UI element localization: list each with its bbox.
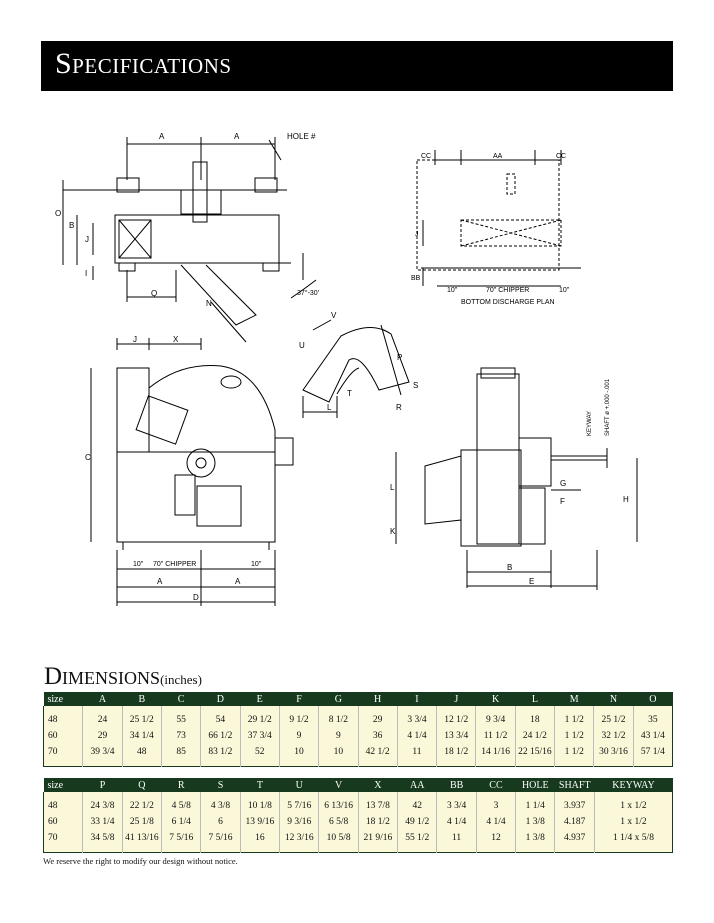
- column-header: M: [555, 692, 594, 706]
- table-cell: 1 3/8: [516, 830, 555, 853]
- label-side-l: L: [390, 483, 395, 492]
- table-cell: 6 13/16: [319, 792, 358, 814]
- table-cell: 66 1/2: [201, 728, 240, 744]
- table-cell: 11 1/2: [476, 728, 515, 744]
- label-f: F: [560, 497, 565, 506]
- label-keyway: KEYWAY: [587, 410, 593, 436]
- column-header: S: [201, 778, 240, 792]
- table-cell: 37 3/4: [240, 728, 279, 744]
- label-g: G: [560, 479, 567, 488]
- table-cell: 16: [240, 830, 279, 853]
- table-cell: 34 1/4: [122, 728, 161, 744]
- table-cell: 70: [44, 744, 83, 767]
- label-q: Q: [151, 289, 158, 298]
- table-cell: 9 3/16: [280, 814, 319, 830]
- column-header: A: [83, 692, 122, 706]
- specifications-banner: [41, 41, 673, 91]
- table-cell: 60: [44, 814, 83, 830]
- column-header: HOLE: [516, 778, 555, 792]
- table-cell: 49 1/2: [398, 814, 437, 830]
- table-cell: 7 5/16: [162, 830, 201, 853]
- table-cell: 35: [633, 706, 672, 728]
- label-bb: BB: [411, 275, 421, 282]
- table-cell: 5 7/16: [280, 792, 319, 814]
- label-n: N: [206, 299, 212, 308]
- label-r: R: [396, 403, 402, 412]
- label-i: I: [85, 269, 88, 278]
- label-j: J: [85, 235, 89, 244]
- table-cell: 48: [44, 706, 83, 728]
- label-angle: 37°-30': [297, 290, 320, 297]
- column-header: F: [279, 692, 318, 706]
- table-cell: 21 9/16: [358, 830, 397, 853]
- table-cell: 12: [476, 830, 515, 853]
- column-header: D: [201, 692, 240, 706]
- label-front-j: J: [133, 335, 137, 344]
- table-cell: 36: [358, 728, 397, 744]
- label-a-right: A: [234, 132, 240, 141]
- column-header: Q: [122, 778, 161, 792]
- label-chute-l: L: [327, 403, 332, 412]
- column-header: T: [240, 778, 279, 792]
- table-cell: 42 1/2: [358, 744, 397, 767]
- table-cell: 34 5/8: [83, 830, 122, 853]
- column-header: size: [44, 692, 83, 706]
- table-cell: 18 1/2: [358, 814, 397, 830]
- table-cell: 3: [476, 792, 515, 814]
- table-cell: 13 7/8: [358, 792, 397, 814]
- column-header: L: [515, 692, 554, 706]
- table-row: [44, 830, 673, 853]
- column-header: G: [319, 692, 358, 706]
- label-d: D: [193, 593, 199, 602]
- table-cell: 4 1/4: [476, 814, 515, 830]
- dimensions-title: Dimensions: [44, 663, 161, 690]
- column-header: R: [162, 778, 201, 792]
- table-row: [44, 792, 673, 814]
- table-cell: 29: [358, 706, 397, 728]
- side-view-drawing: [396, 368, 637, 590]
- table-row: [44, 814, 673, 830]
- column-header: BB: [437, 778, 476, 792]
- table-cell: 3 3/4: [437, 792, 476, 814]
- table-cell: 1 1/2: [555, 744, 594, 767]
- table-cell: 9 3/4: [476, 706, 515, 728]
- column-header: I: [397, 692, 436, 706]
- table-cell: 4.937: [555, 830, 595, 853]
- label-p: P: [397, 353, 403, 362]
- column-header: size: [44, 778, 83, 792]
- plan-view-drawing: [417, 160, 561, 270]
- column-header: N: [594, 692, 633, 706]
- table-cell: 22 15/16: [515, 744, 554, 767]
- label-shaft: SHAFT ø +.000 -.001: [605, 378, 611, 436]
- table-cell: 24: [83, 706, 122, 728]
- table-cell: 1 1/2: [555, 728, 594, 744]
- column-header: O: [633, 692, 672, 706]
- table-cell: 55: [161, 706, 200, 728]
- column-header: U: [280, 778, 319, 792]
- dimensions-units: (inches): [160, 672, 202, 687]
- table-cell: 10: [319, 744, 358, 767]
- column-header: V: [319, 778, 358, 792]
- label-c: C: [85, 453, 91, 462]
- chute-detail-drawing: [303, 320, 409, 418]
- label-cc-left: CC: [421, 153, 432, 160]
- label-b: B: [69, 221, 75, 230]
- table-cell: 52: [240, 744, 279, 767]
- table-cell: 6 1/4: [162, 814, 201, 830]
- label-front-chipper: 70" CHIPPER: [153, 561, 197, 568]
- column-header: CC: [476, 778, 515, 792]
- table-cell: 29: [83, 728, 122, 744]
- label-t: T: [347, 389, 352, 398]
- table-cell: 57 1/4: [633, 744, 672, 767]
- column-header: K: [476, 692, 515, 706]
- table-cell: 7 5/16: [201, 830, 240, 853]
- table-cell: 14 1/16: [476, 744, 515, 767]
- table-cell: 29 1/2: [240, 706, 279, 728]
- table-cell: 83 1/2: [201, 744, 240, 767]
- table-cell: 48: [44, 792, 83, 814]
- table-cell: 4 1/4: [437, 814, 476, 830]
- table-cell: 9: [279, 728, 318, 744]
- table-cell: 60: [44, 728, 83, 744]
- table-cell: 8 1/2: [319, 706, 358, 728]
- table-cell: 3 3/4: [397, 706, 436, 728]
- table-cell: 25 1/2: [122, 706, 161, 728]
- table-cell: 13 3/4: [437, 728, 476, 744]
- table-cell: 41 13/16: [122, 830, 161, 853]
- table-cell: 39 3/4: [83, 744, 122, 767]
- table-cell: 10: [279, 744, 318, 767]
- table-cell: 10 1/8: [240, 792, 279, 814]
- table-cell: 6 5/8: [319, 814, 358, 830]
- table-cell: 1 3/8: [516, 814, 555, 830]
- label-u: U: [299, 341, 305, 350]
- column-header: B: [122, 692, 161, 706]
- table-cell: 4 5/8: [162, 792, 201, 814]
- table-cell: 12 3/16: [280, 830, 319, 853]
- table-cell: 1 1/2: [555, 706, 594, 728]
- label-plan-caption: BOTTOM DISCHARGE PLAN: [461, 299, 555, 306]
- page-title: Specifications: [55, 47, 232, 80]
- table-cell: 4 3/8: [201, 792, 240, 814]
- technical-drawings: [41, 120, 673, 660]
- table-cell: 73: [161, 728, 200, 744]
- table-cell: 85: [161, 744, 200, 767]
- table-cell: 9 1/2: [279, 706, 318, 728]
- label-o: O: [55, 209, 62, 218]
- label-plan-ten-right: 10": [559, 287, 570, 294]
- table-cell: 11: [397, 744, 436, 767]
- label-v: V: [331, 311, 337, 320]
- label-front-a-left: A: [157, 577, 163, 586]
- table-cell: 18 1/2: [437, 744, 476, 767]
- table-cell: 1 1/4 x 5/8: [595, 830, 673, 853]
- column-header: X: [358, 778, 397, 792]
- table-cell: 18: [515, 706, 554, 728]
- label-x: X: [173, 335, 179, 344]
- column-header: AA: [398, 778, 437, 792]
- column-header: C: [161, 692, 200, 706]
- column-header: H: [358, 692, 397, 706]
- column-header: J: [437, 692, 476, 706]
- label-plan-j: J: [415, 231, 419, 238]
- column-header: E: [240, 692, 279, 706]
- label-aa: AA: [493, 153, 503, 160]
- table-cell: 1 x 1/2: [595, 814, 673, 830]
- table-cell: 12 1/2: [437, 706, 476, 728]
- table-cell: 11: [437, 830, 476, 853]
- table-cell: 6: [201, 814, 240, 830]
- label-h: H: [623, 495, 629, 504]
- table-cell: 4.187: [555, 814, 595, 830]
- label-front-a-right: A: [235, 577, 241, 586]
- dimensions-heading: [44, 663, 202, 691]
- label-plan-chipper: 70" CHIPPER: [486, 287, 530, 294]
- table-cell: 48: [122, 744, 161, 767]
- label-side-b: B: [507, 563, 513, 572]
- label-front-ten-left: 10": [133, 561, 144, 568]
- label-hole: HOLE #: [287, 132, 316, 141]
- label-e: E: [529, 577, 535, 586]
- table-cell: 1 1/4: [516, 792, 555, 814]
- table-cell: 13 9/16: [240, 814, 279, 830]
- table-cell: 24 1/2: [515, 728, 554, 744]
- table-header-row: [44, 778, 673, 792]
- label-cc-right: CC: [556, 153, 567, 160]
- label-plan-ten-left: 10": [447, 287, 458, 294]
- table-cell: 22 1/2: [122, 792, 161, 814]
- label-k: K: [390, 527, 396, 536]
- table-cell: 25 1/2: [594, 706, 633, 728]
- table-row: [44, 744, 673, 767]
- table-header-row: [44, 692, 673, 706]
- table-cell: 55 1/2: [398, 830, 437, 853]
- dimensions-table-1: [43, 692, 673, 767]
- table-cell: 32 1/2: [594, 728, 633, 744]
- footer-note: We reserve the right to modify our design without notice.: [43, 856, 238, 866]
- top-view-drawing: [63, 137, 316, 342]
- table-cell: 1 x 1/2: [595, 792, 673, 814]
- table-cell: 43 1/4: [633, 728, 672, 744]
- table-cell: 10 5/8: [319, 830, 358, 853]
- label-front-ten-right: 10": [251, 561, 262, 568]
- table-cell: 4 1/4: [397, 728, 436, 744]
- column-header: SHAFT: [555, 778, 595, 792]
- table-cell: 24 3/8: [83, 792, 122, 814]
- table-cell: 54: [201, 706, 240, 728]
- table-cell: 25 1/8: [122, 814, 161, 830]
- table-cell: 33 1/4: [83, 814, 122, 830]
- table-cell: 42: [398, 792, 437, 814]
- table-row: [44, 728, 673, 744]
- table-cell: 70: [44, 830, 83, 853]
- dimensions-table-2: [43, 778, 673, 853]
- table-cell: 9: [319, 728, 358, 744]
- column-header: KEYWAY: [595, 778, 673, 792]
- table-cell: 30 3/16: [594, 744, 633, 767]
- table-row: [44, 706, 673, 728]
- label-s: S: [413, 381, 419, 390]
- label-a-left: A: [159, 132, 165, 141]
- column-header: P: [83, 778, 122, 792]
- table-cell: 3.937: [555, 792, 595, 814]
